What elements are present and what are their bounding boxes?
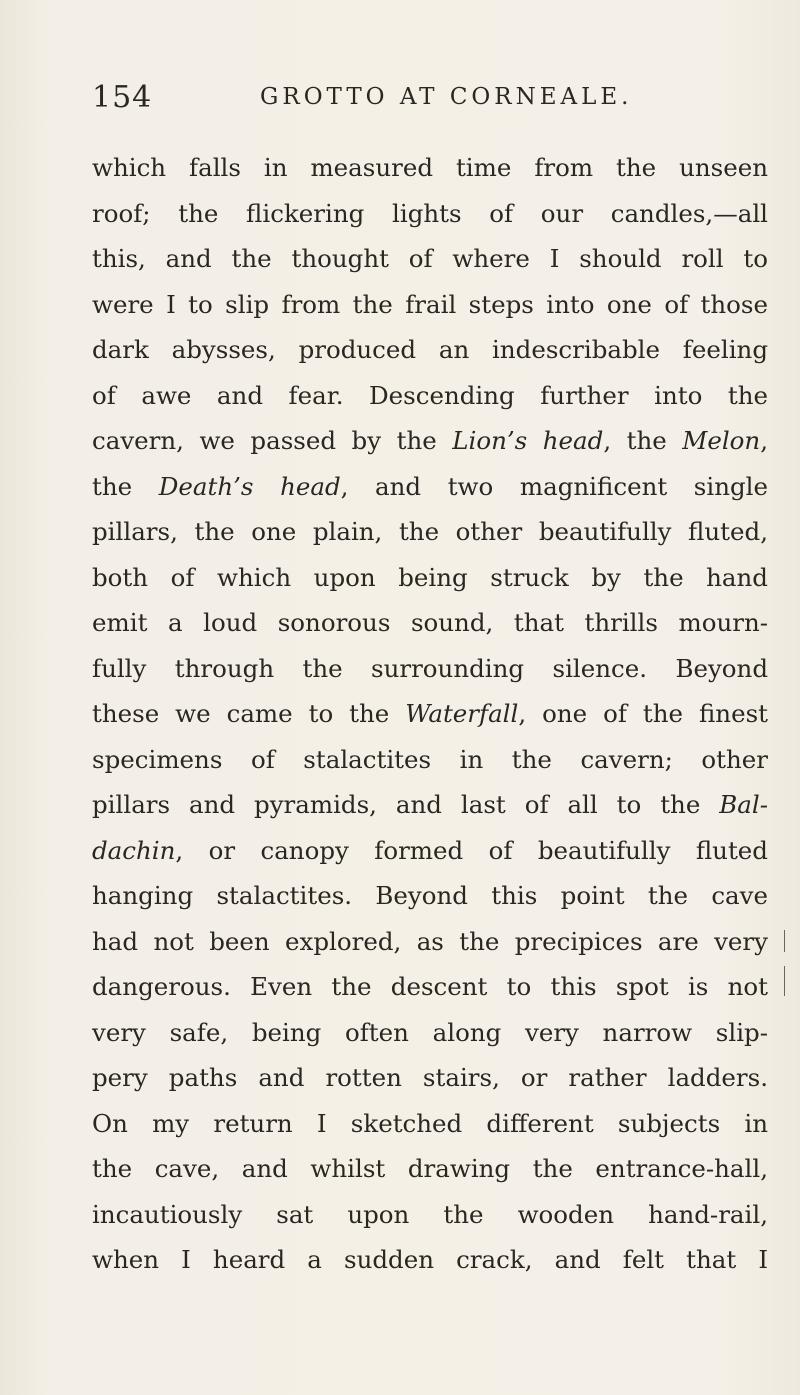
text-segment: pillars and pyramids, and last of all to the — [92, 790, 720, 819]
page-header — [92, 80, 772, 120]
italic-segment: Melon — [682, 426, 761, 455]
text-line: dark abysses, produced an indescribable feeling — [92, 335, 768, 364]
margin-mark — [784, 930, 785, 952]
text-line: of awe and fear. Descending further into the — [92, 380, 768, 410]
text-segment: these we came to the — [92, 699, 406, 728]
body-text — [92, 145, 768, 1283]
margin-marks — [778, 930, 792, 1020]
italic-segment: Lion’s head — [452, 426, 604, 455]
text-segment: , — [760, 426, 768, 455]
page-number: 154 — [92, 80, 153, 115]
text-line: hanging stalactites. Beyond this point the cave — [92, 881, 768, 910]
margin-mark — [784, 966, 785, 996]
text-line: were I to slip from the frail steps into one of those — [92, 289, 768, 319]
text-line: very safe, being often along very narrow slip- — [92, 1017, 768, 1047]
text-line: which falls in measured time from the unseen — [92, 153, 768, 182]
text-line: pery paths and rotten stairs, or rather ladders. — [92, 1063, 768, 1092]
text-line — [92, 418, 768, 464]
text-line: when I heard a sudden crack, and felt that I — [92, 1245, 768, 1274]
italic-segment: Bal- — [719, 790, 768, 819]
text-segment: , the — [603, 426, 683, 455]
italic-segment: dachin — [92, 835, 176, 865]
text-line — [92, 828, 768, 874]
text-segment: , one of the finest — [518, 699, 768, 728]
text-line — [92, 691, 768, 737]
text-line: this, and the thought of where I should roll to — [92, 244, 768, 273]
text-line: roof; the flickering lights of our candles,—all — [92, 198, 768, 228]
text-line: emit a loud sonorous sound, that thrills mourn- — [92, 608, 768, 637]
text-segment: cavern, we passed by the — [92, 426, 453, 455]
text-line: the cave, and whilst drawing the entrance-hall, — [92, 1154, 768, 1183]
italic-segment: Waterfall — [405, 699, 519, 728]
text-line: pillars, the one plain, the other beautifully fluted, — [92, 517, 768, 546]
text-line — [92, 464, 768, 510]
text-line: had not been explored, as the precipices are very — [92, 926, 768, 956]
text-line: fully through the surrounding silence. Beyond — [92, 653, 768, 683]
running-title: GROTTO AT CORNEALE. — [260, 84, 633, 110]
text-line: incautiously sat upon the wooden hand-rail, — [92, 1199, 768, 1229]
text-line: On my return I sketched different subjects in — [92, 1108, 768, 1138]
italic-segment: Death’s head — [158, 471, 341, 501]
text-line: both of which upon being struck by the hand — [92, 562, 768, 592]
text-line: specimens of stalactites in the cavern; other — [92, 744, 768, 774]
text-segment: the — [92, 471, 159, 501]
text-segment: , or canopy formed of beautifully fluted — [175, 835, 768, 865]
text-line — [92, 782, 768, 828]
text-segment: , and two magnificent single — [340, 471, 768, 501]
text-line: dangerous. Even the descent to this spot is not — [92, 972, 768, 1001]
